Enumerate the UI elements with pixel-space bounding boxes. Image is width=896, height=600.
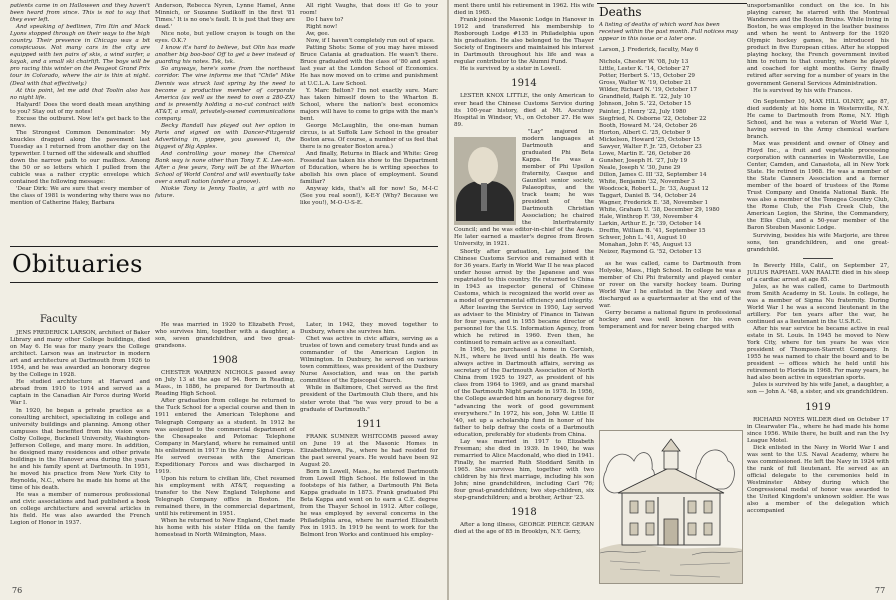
class-year-heading: 1911 [356, 418, 382, 430]
obit-paragraph: Chet was active in civic affairs, serving as a trustee of town and cemetery trust funds and as commander of the American Legion in Wilmington. In Duxbury, he served on various town committees, was president of the Duxbury Nurse Association, and was on the parish committee of the Episcopal Church. [300, 336, 438, 385]
note-paragraph: And finally, Returns in Black and White: Greg Fossedal has taken his show to the Department of Education, where he is writing speeches to abolish his own place of employment. Sound familiar? [300, 150, 438, 186]
obit-column-3 [300, 322, 438, 582]
obit-paragraph: After a long illness, GEORGE PIERCE GERAN died at the age of 85 in Brooklyn, N.Y. Gerry, [454, 522, 594, 536]
obit-paragraph: After graduation from college he returned to the Tuck School for a special course and then in 1911 entered the American Telephone and Telegraph Company as a student. In 1912 he was assigned to the commercial department of the Chesapeake and Potomac Telephone Company in Maryland, where he remained until his enlistment in 1917 in the Army Signal Corps. He served overseas with the American Expeditionary Forces and was discharged in 1919. [155, 398, 295, 475]
deaths-list-item: Horton, Albert C. '25, October 9 [599, 129, 691, 136]
note-paragraph: Anderson, Rebecca Nyren, Lynne Hamel, Anne Minnich, or Suzanne Sudikoff in the first '81 Times.' It is no one's fault. It is just that they are dead.' [155, 3, 295, 31]
note-paragraph: The Strongest Common Denominator: My knuckles dragged along the pavement last Tuesday as I returned from another day on the typewriter. I turned off the sidewalk and shuffled down the narrow path to our mailbox. Among the 50 or so letters which I pulled from the cubicle was a rather cryptic envelope which contained the following message: [10, 129, 150, 186]
class-year-heading: 1908 [212, 355, 238, 367]
deaths-list-item: Taggart, Daniel B. '34, October 24 [599, 193, 697, 200]
page-number: 77 [875, 586, 886, 595]
note-paragraph: Right now! [306, 24, 338, 31]
obit-paragraph: He studied architecture at Harvard and abroad from 1910 to 1914 and served as a captain in the Canadian Air Force during World War I. [10, 379, 150, 407]
faculty-subheading: Faculty [40, 314, 78, 325]
deaths-list-item: Neale, Joseph V. '30, June 29 [599, 164, 681, 171]
note-paragraph: Becky Randall has played out her option in Paris and signed on with Dancer-Fitzgerald Advertising in, yippee, you guessed it, the biggest of Big Apples. [155, 122, 295, 150]
deaths-list-item: Painter, J. Henry '22, July 1980 [599, 108, 687, 115]
deaths-list-item: Schwer, John L. '41, August 10 [599, 235, 687, 242]
portrait-tie-shape [481, 183, 487, 211]
obit-paragraph: He is survived by a sister in Lowell. [460, 66, 562, 73]
note-paragraph: Now, if I haven't completely run out of space. [306, 38, 435, 45]
deaths-list-item: Wagner, Frederick E. '38, November 1 [599, 200, 709, 207]
note-paragraph: Anyway kids, that's all for now! So, M-I-C (See you real soon!), K-E-Y (Why? Because we like you!), M-O-U-S-E. [300, 186, 438, 207]
obit-paragraph: On September 10, MAX HILL OLNEY, age 87, died suddenly at his home in Westernville, N.Y. He came to Dartmouth from Rome, N.Y. High School, and he was a veteran of World War I, having served in the Army chemical warfare branch. [747, 98, 889, 140]
separator-rule [803, 258, 833, 259]
deaths-list-item: White, Benjamin '32, November 3 [599, 178, 695, 185]
deaths-list-item: Sawyer, Walter F. Jr. '25, October 23 [599, 143, 702, 150]
obit-paragraph: unsportsmanlike conduct on the ice. In his playing career, he starred with the Montreal Wanderers and the Boston Bruins. While living in Boston, he was employed in the leather business and when he went to Antwerp for the 1920 Olympic hockey games, he introduced his product in five European cities. After he stopped playing hockey, the French government invited him to return to that country, where he played and coached for eight months. Gerry finally retired after serving for a number of years in the government General Services Administration. [747, 3, 889, 87]
obit-paragraph: Shortly after graduation, Lay joined the Chinese Customs Service and remained with it for 36 years. Early in World War II he was placed under house arrest by the Japanese and was repatriated to this country. He returned to China in 1943 as inspector general of Chinese Customs, which is recognized the world over as a model of governmental efficiency and integrity. [454, 248, 594, 304]
note-paragraph: George McLaughlin, the one-man human circus, is at Suffolk Law School in the greater Boston area. Of course, a number of us feel that there is no greater Boston area.) [300, 122, 438, 150]
portrait-face-shape [468, 147, 498, 185]
section-rule-top [10, 246, 438, 247]
deaths-heading: Deaths [599, 5, 642, 19]
class-year-heading: 1914 [511, 78, 537, 90]
deaths-list-item: White, Graham U. '38, December 29, 1980 [599, 207, 720, 214]
obit-paragraph: JENS FREDERICK LARSON, architect of Baker Library and many other College buildings, died on May 6. He was for many years the College architect. Larson was an instructor in modern art and architecture at Dartmouth from 1926 to 1954, and he was awarded an honorary degree by the College in 1928. [10, 330, 150, 379]
obit-paragraph: FRANK SUMNER WHITCOMB passed away on June 19 at the Masonic Homes in Elizabethtown, Pa., where he had resided for the past several years. He would have been 92 August 20. [300, 433, 438, 468]
deaths-column [599, 22, 741, 427]
left-page [0, 0, 447, 600]
deaths-list-item: Gunsher, Joseph H. '27, July 19 [599, 157, 688, 164]
deaths-list-item: Monahan, John F. '45, August 13 [599, 242, 692, 249]
deaths-intro: A listing of deaths of which word has been received within the past month. Full notices may appear in this issue or a later one. [599, 22, 738, 43]
deaths-list-item: Little, Lester K. '14, October 27 [599, 66, 690, 73]
obit-paragraph: After leaving the Service in 1950, Lay served as adviser to the Ministry of Finance in Taiwan for four years, and in 1955 became director of personnel for the U.S. Information Agency, from which he retired in 1960. Even then, he continued to remain active as a consultant. [454, 304, 594, 347]
deaths-list-item: Siegfried, N. Osborne '22, October 22 [599, 115, 707, 122]
obit-paragraph: RICHARD NOYES WILDER died on October 17 in Clearwater Fla., where he had made his home since 1956. While there, he built and ran the Ivy League Motel. [747, 416, 889, 444]
class-year-heading: 1919 [805, 401, 831, 413]
deaths-list-item: Potter, Herbert S. '15, October 29 [599, 73, 695, 80]
obit-paragraph: He was married in 1920 to Elizabeth Frost, who survives him, together with a daughter, a son, seven grandchildren, and two great-grandsons. [155, 322, 295, 350]
note-paragraph: So anyways, here's some from the northeast corridor. The vine informs me that "Chile" Mike Dennis was struck last spring by the need to become a productive member of corporate America (as well as the need to own a 280-ZX) and is presently holding a no-cut contract with AT&T, a small, privately-owned communications company. [155, 66, 295, 122]
class-notes-column-3 [300, 3, 438, 241]
obit-paragraph: In 1965, he purchased a home in Cornish, N.H., where he lived until his death. He was always active in Dartmouth affairs, serving as secretary of the Dartmouth Association of North China from 1925 to 1927, as president of his class from 1964 to 1969, and as grand marshal of the Dartmouth Night parade in 1978. In 1956, the College awarded him an honorary degree for "advancing the work of good government everywhere." In 1972, his son, John W. Little II '40, set up a scholarship fund in honor of his father to help defray the costs of a Dartmouth education, preferably for students from China. [454, 347, 594, 438]
obit-paragraph: Jules, as he was called, came to Dartmouth from Smith Academy in St. Louis. In college, he was a member of Sigma Nu fraternity. During World War I he was a second lieutenant in the artillery. For ten years after the war, he continued as a lieutenant in the U.S.R.C. [747, 283, 889, 326]
portrait-photo [454, 137, 516, 225]
deaths-list-item: Wilder, Richard N. '19, October 17 [599, 87, 697, 94]
class-notes-column-1 [10, 3, 150, 241]
note-paragraph: 'Dear Dirk: We are sure that every member of the class of 1981 is wondering why there was no mention of Catherine Haley, Barbara [10, 186, 150, 207]
obit-paragraph: CHESTER WARREN NICHOLS passed away on July 13 at the age of 94. Born in Reading, Mass., in 1886, he prepared for Dartmouth at Reading High School. [155, 370, 295, 398]
deaths-list-item: Woodcock, Robert L. Jr. '33, August 12 [599, 186, 709, 193]
obit-paragraph: ment there until his retirement in 1962. His wife died in 1965. [454, 3, 594, 17]
obit-paragraph: In 1920, he began a private practice as a consulting architect, specializing in college and university buildings and planning. Among other campuses that benefited from his vision were Colby College, Bucknell University, Washington-Jefferson College, and many more. In addition, he designed many residences and other private buildings in the Hanover area during the years he and his family spent at Dartmouth. In 1951, he moved his practice from New York City to Reynolda, N.C., where he made his home at the time of his death. [10, 407, 150, 492]
obit-paragraph: Jules is survived by his wife Janet, a daughter, a son — John A. '48, a sister, and six grandchildren. [747, 382, 889, 396]
obit-paragraph: While in Baltimore, Chet served as the first president of the Dartmouth Club there, and his sister wrote that "he was very proud to be a graduate of Dartmouth." [300, 385, 438, 413]
obit-paragraph: LESTER KNOX LITTLE, the only American to ever head the Chinese Customs Service during its 100-year history, died at Mt. Ascutney Hospital in Windsor, Vt., on October 27. He was 89. [454, 93, 594, 128]
note-paragraph: Excuse the outburst. Now let's get back to the news. [10, 115, 150, 129]
obit-paragraph: After his war service he became active in real estate in St. Louis. In 1945 he moved to New York City, where for ten years he was vice president of Thompson-Starrett Company. In 1955 he was named to chair the board and to be president — offices which he held until his retirement to Florida in 1968. For many years, he had also been active in equestrian sports. [747, 326, 889, 382]
obit-paragraph: Upon his return to civilian life, Chet resumed his employment with AT&T, requesting a transfer to the New England Telephone and Telegraph Company office in Boston. He remained there, in the commercial department, until his retirement in 1951. [155, 475, 295, 518]
deaths-list-item: Dreffin, William B. '41, September 15 [599, 228, 706, 235]
obit-paragraph: Born in Lowell, Mass., he entered Dartmouth from Lowell High School. He followed in the footsteps of his father, a Dartmouth Phi Beta Kappa graduate in 1873. Frank graduated Phi Beta Kappa and went on to earn a C.E. degree from the Thayer School in 1912. After college, he was employed by several concerns in the Philadelphia area, where he married Elizabeth Fox in 1915. In 1919 he went to work for the Belmont Iron Works and continued his employ- [300, 468, 438, 539]
deaths-list-item: Lowe, Martin E. '26, October 26 [599, 150, 691, 157]
note-paragraph: And speaking of bedlinen, Tim Itin and Mack Lyons stopped through on their ways to the high country. Their presence in Chicago was a bit conspicuous. Not many cars in the city are equipped with ten pairs of skis, a wind surfer, a kayak, and a small ski chairlift. The boys will be pro racing this winter on the Peugeot Grand Prix tour in Colorado, where the air is thin at night. (Deal with that effectively.) [10, 24, 150, 87]
note-paragraph: I know it's hard to believe, but Olin has made another big boo-boo! Off to get a beer instead of guarding his notes. Tsk, tsk. [155, 45, 295, 66]
obit-paragraph: In Beverly Hills, Calif., on September 27, JULIUS RAPHAEL VAN RAALTE died in his sleep of a cardiac arrest at age 85. [747, 262, 889, 283]
right-page [449, 0, 896, 600]
deaths-list-item: Booth, Howard M. '24, October 26 [599, 122, 697, 129]
hanover-building-sketch [599, 430, 743, 584]
obit-paragraph: Frank joined the Masonic Lodge in Hanover in 1912 and transferred his membership to Roxborough Lodge #135 in Philadelphia upon his graduation. He also belonged to the Thayer Society of Engineers and maintained his interest in Dartmouth throughout his life and was a regular contributor to the Alumni Fund. [454, 17, 594, 66]
obit-column-1 [10, 330, 150, 582]
deaths-list-item: Dillon, James C. III '32, September 14 [599, 171, 707, 178]
deaths-list-item-faculty: Larson, J. Frederick, faculty, May 6 [599, 47, 699, 54]
deaths-list-item: Larkin, Arthur E. Jr. '39, October 14 [599, 221, 702, 228]
obit-paragraph: Max was president and owner of Olney and Floyd Inc., a fruit and vegetable processing corporation with canneries in Westernville, Lee Center, Camden, and Canastota, all in New York State. He retired in 1968. He was a member of the State Canners Association and a former member of the board of trustees of the Rome Trust Company and Oneida National Bank. He was also a member of the Tenegea Country Club, the Rome Club, the Fish Creek Club, the American Legion, the Shrine, the Commandery, the Elks Club, and a 50-year member of the Baron Steuben Masonic Lodge. [747, 140, 889, 232]
obit-paragraph: Dick enlisted in the Navy in World War I and was sent to the U.S. Naval Academy, where he was commissioned. He left the Navy in 1924 with the rank of full lieutenant. He served as an official delegate to the ceremonies held in Westminster Abbey during which the Congressional medal of honor was awarded to the United Kingdom's unknown soldier. He was also a member of the delegation which accompanied [747, 444, 889, 515]
obit-paragraph: as he was called, came to Dartmouth from Holyoke, Mass., High School. In college he was a member of Chi Phi fraternity and played center or rover on the varsity hockey team. During World War I he enlisted in the Navy and was discharged as a quartermaster at the end of the war. [599, 260, 741, 309]
note-paragraph: Aw, gee. [306, 31, 330, 38]
class-year-heading: 1918 [511, 507, 537, 519]
sketch-drawing [600, 431, 742, 583]
deaths-rule [597, 3, 747, 4]
deaths-list-item: Hale, Winthrop F. '39, November 4 [599, 214, 698, 221]
obit-paragraph: Lay was married in 1917 to Elizabeth Freeman; she died in 1939. In 1940, he was remarried to Alice Macdonald, who died in 1941. Finally, he married Ruth Stoddard Smith in 1965. She survives him, together with two children by his first marriage, including his son John; nine grandchildren, including Carl '76; four great-grandchildren; two step-children, six step-grandchildren; and a brother, Arthur '23. [454, 438, 594, 502]
obit-column-4 [454, 3, 594, 583]
obit-paragraph: Surviving, besides his wife Marjorie, are three sons, ten grandchildren, and one great-grandchild. [747, 232, 889, 253]
note-paragraph: And controlling your money the Chemical Bank way is none other than Tony T. K. Lee-son. After a few years, Tony will be at the Wharton School of World Control and will eventually take over a small nation (under a groove). [155, 150, 295, 186]
obit-paragraph: "Lay" majored in modern languages at Dartmouth and graduated Phi Beta Kappa. He was a member of Phi Upsilon fraternity, Casque and Gauntlet senior society, Palaeopitus, and the track team; he was president of the Dartmouth Christian Association; he chaired the Interfraternity Council; and he was editor-in-chief of the Aegis. He later earned a master's degree from Brown University, in 1921. [454, 128, 594, 248]
obit-paragraph: Later, in 1942, they moved together to Duxbury, where she survives him. [300, 322, 438, 336]
obit-column-6 [747, 3, 889, 583]
class-notes-column-2 [155, 3, 295, 241]
note-paragraph: Do I have to? [306, 17, 344, 24]
note-paragraph: At this point, let me add that Toolin also has no night life. [10, 87, 150, 101]
deaths-list-item: Gross, Walter W. '19, October 21 [599, 80, 692, 87]
deaths-list-item: Nichols, Chester W. '08, July 13 [599, 59, 689, 66]
deaths-list-item: Grandfield, Ralph E. '22, July 10 [599, 94, 691, 101]
note-paragraph: All right Vaughs, that does it! Go to your room! [300, 3, 438, 17]
section-rule-bottom [10, 282, 438, 283]
obit-paragraph: When he returned to New England, Chet made his home with his sister Hilda on the family homestead in North Wilmington, Mass. [155, 518, 295, 539]
page-number: 76 [12, 586, 23, 595]
deaths-list [599, 47, 741, 256]
note-paragraph: patients came in on Halloween and they haven't been heard from since. This is not to say that they ever left. [10, 3, 150, 24]
obit-column-2 [155, 322, 295, 582]
deaths-list-item: Mickelson, Howard '25, October 15 [599, 136, 700, 143]
obit-paragraph: He is survived by his wife Frances. [753, 87, 853, 94]
deaths-list-item: Johnson, John S. '22, October 15 [599, 101, 692, 108]
note-paragraph: Nice note, but yellow crayon is tough on the eyes. O.K.? [155, 31, 295, 45]
note-paragraph: Niokie Tony is Jenny Toolin, a girl with no future. [155, 186, 295, 200]
obituaries-heading: Obituaries [12, 250, 143, 278]
deaths-list-item: Neizer, Raymond G. '52, October 13 [599, 249, 702, 256]
note-paragraph: Y. Marc Belton? I'm not exactly sure. Marc has taken himself down to the Wharton B. School, where the nation's best economics majors will have to come to grips with the man's bent. [300, 87, 438, 122]
obit-paragraph: Gerry became a national figure in professional hockey and was well known for his even temperament and for never being charged with [599, 309, 741, 330]
note-paragraph: Patting Shots: Some of you may have missed Bruce Catania at graduation. He wasn't there. Bruce graduated with the class of '80 and spent last year at the London School of Economics. He has now moved on to crime and punishment at U.C.L.A. Law School. [300, 45, 438, 87]
obit-paragraph: He was a member of numerous professional and civic associations and had published a book on college architecture and several articles in his field. He was also awarded the French Legion of Honor in 1937. [10, 492, 150, 527]
note-paragraph: Halyard! Does the word death mean anything to you? Stay out of my notes! [10, 101, 150, 115]
